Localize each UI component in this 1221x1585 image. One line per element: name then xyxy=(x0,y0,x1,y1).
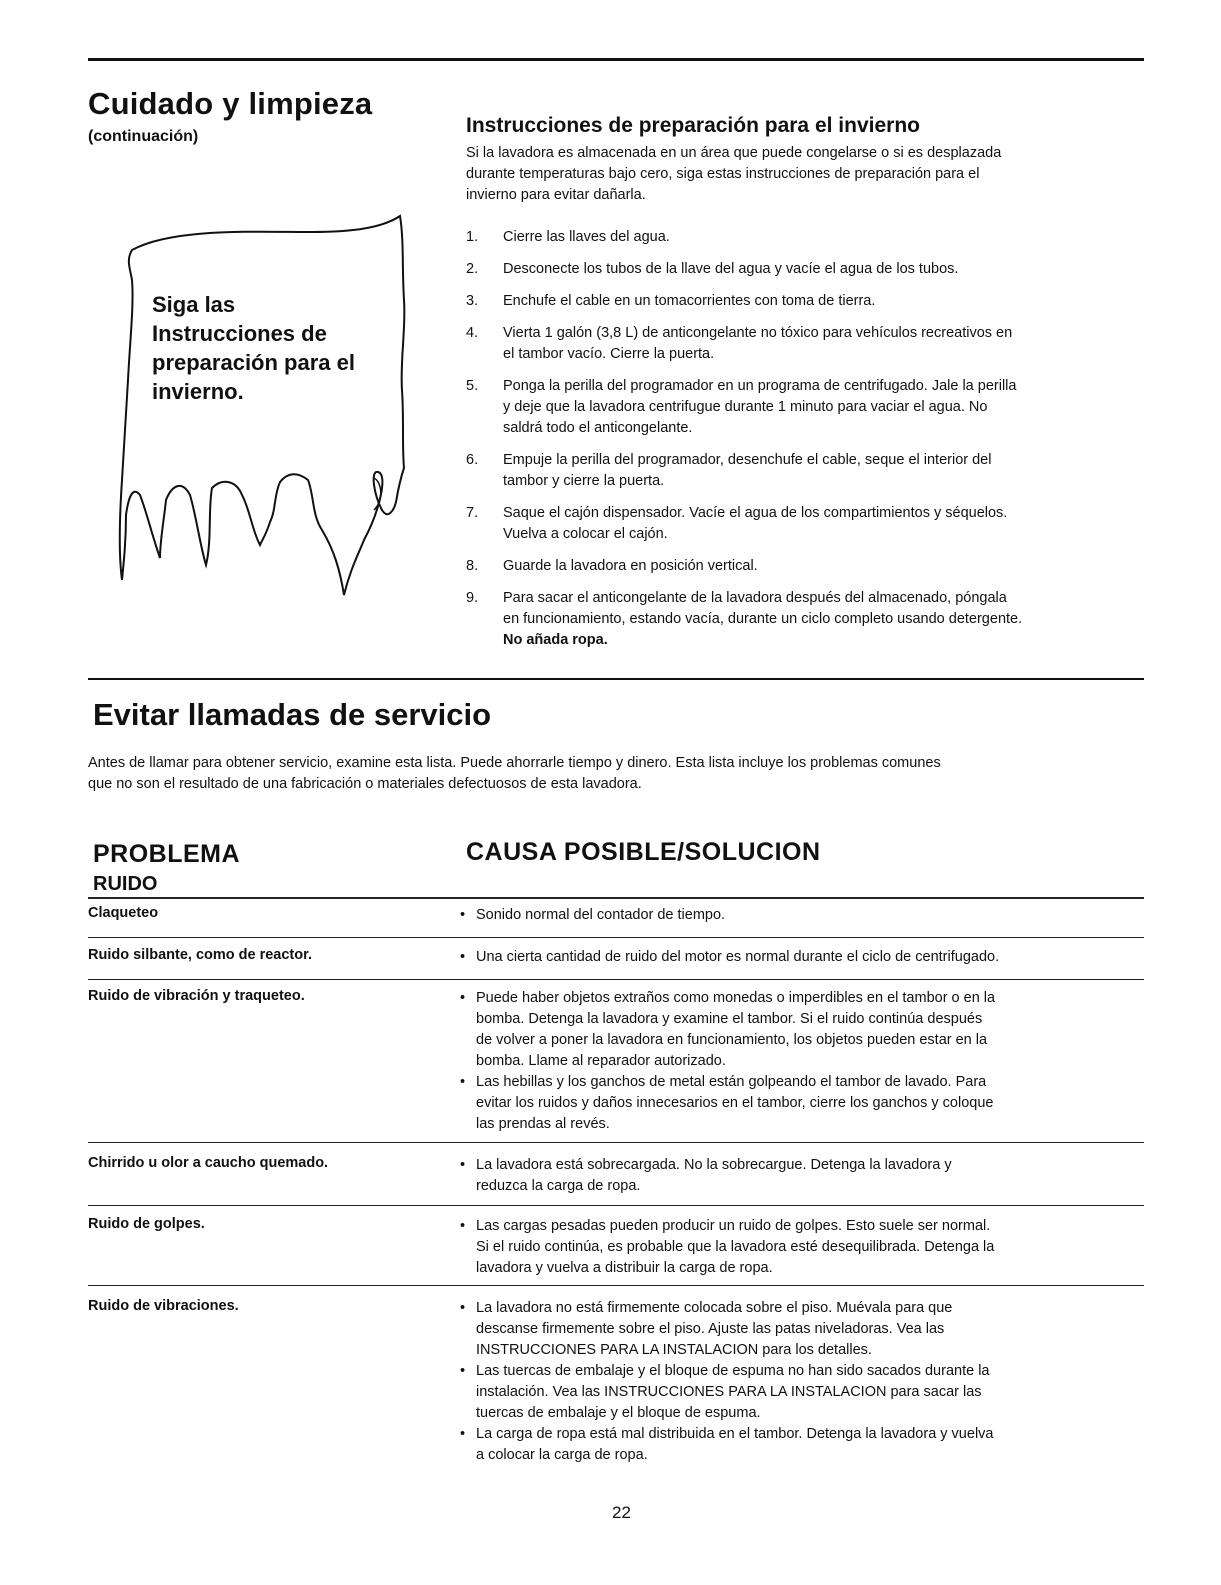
step-text: Enchufe el cable en un tomacorrientes con toma de tierra. xyxy=(503,293,876,309)
sign-line: invierno. xyxy=(152,379,244,404)
sign-line: Instrucciones de xyxy=(152,321,327,346)
sign-text xyxy=(152,290,402,406)
step-item xyxy=(466,503,1146,545)
cause-text: lavadora y vuelva a distribuir la carga de ropa. xyxy=(476,1260,773,1276)
step-text: Saque el cajón dispensador. Vacíe el agua de los compartimientos y séquelos. xyxy=(503,505,1008,521)
table-rule xyxy=(88,979,1144,980)
cause-list xyxy=(456,947,1146,968)
bullet-icon: • xyxy=(460,1157,466,1173)
problem-label: Ruido silbante, como de reactor. xyxy=(88,947,312,963)
step-item xyxy=(466,450,1146,492)
bullet-icon: • xyxy=(460,1074,466,1090)
cause-item xyxy=(456,1424,1146,1466)
cause-text: las prendas al revés. xyxy=(476,1116,610,1132)
step-text: Vierta 1 galón (3,8 L) de anticongelante no tóxico para vehículos recreativos en xyxy=(503,325,1013,341)
step-item xyxy=(466,588,1146,651)
step-text: Cierre las llaves del agua. xyxy=(503,229,670,245)
top-rule xyxy=(88,58,1144,61)
step-text: Empuje la perilla del programador, desenchufe el cable, seque el interior del xyxy=(503,452,992,468)
step-text: Para sacar el anticongelante de la lavadora después del almacenado, póngala xyxy=(503,590,1007,606)
step-number: 6. xyxy=(466,452,479,468)
bullet-icon: • xyxy=(460,1300,466,1316)
winter-section-title: Instrucciones de preparación para el invierno xyxy=(466,114,920,137)
cause-list xyxy=(456,1298,1146,1466)
service-title: Evitar llamadas de servicio xyxy=(93,697,492,732)
problem-label: Ruido de vibración y traqueteo. xyxy=(88,988,305,1004)
intro-line: durante temperaturas bajo cero, siga estas instrucciones de preparación para el xyxy=(466,166,980,182)
cause-item xyxy=(456,1216,1146,1279)
problem-label: Ruido de vibraciones. xyxy=(88,1298,239,1314)
intro-line: que no son el resultado de una fabricación o materiales defectuosos de esta lavadora. xyxy=(88,776,642,792)
problem-column-header: PROBLEMA xyxy=(93,840,241,868)
cause-item xyxy=(456,1361,1146,1424)
step-item xyxy=(466,259,1146,280)
step-text: en funcionamiento, estando vacía, durante un ciclo completo usando detergente. xyxy=(503,611,1023,627)
cause-text: evitar los ruidos y daños innecesarios en el tambor, cierre los ganchos y coloque xyxy=(476,1095,994,1111)
cause-list xyxy=(456,988,1146,1135)
cause-text: a colocar la carga de ropa. xyxy=(476,1447,648,1463)
cause-list xyxy=(456,1155,1146,1197)
cause-text: Las cargas pesadas pueden producir un ruido de golpes. Esto suele ser normal. xyxy=(476,1218,991,1234)
page-number: 22 xyxy=(612,1503,631,1522)
icicle-sign xyxy=(112,210,412,610)
table-rule xyxy=(88,1205,1144,1206)
category-heading: RUIDO xyxy=(93,873,158,895)
bullet-icon: • xyxy=(460,949,466,965)
problem-label: Claqueteo xyxy=(88,905,159,921)
intro-line: Si la lavadora es almacenada en un área que puede congelarse o si es desplazada xyxy=(466,145,1002,161)
cause-text: reduzca la carga de ropa. xyxy=(476,1178,641,1194)
cause-text: tuercas de embalaje y el bloque de espuma. xyxy=(476,1405,761,1421)
bullet-icon: • xyxy=(460,990,466,1006)
cause-item xyxy=(456,947,1146,968)
step-text: tambor y cierre la puerta. xyxy=(503,473,665,489)
cause-text: Las tuercas de embalaje y el bloque de espuma no han sido sacados durante la xyxy=(476,1363,990,1379)
section-rule xyxy=(88,678,1144,680)
cause-column-header: CAUSA POSIBLE/SOLUCION xyxy=(466,838,821,866)
table-rule xyxy=(88,1142,1144,1143)
step-text: Ponga la perilla del programador en un programa de centrifugado. Jale la perilla xyxy=(503,378,1017,394)
bullet-icon: • xyxy=(460,1426,466,1442)
cause-text: bomba. Llame al reparador autorizado. xyxy=(476,1053,726,1069)
problem-label: Ruido de golpes. xyxy=(88,1216,205,1232)
step-number: 2. xyxy=(466,261,479,277)
step-number: 7. xyxy=(466,505,479,521)
step-text: Guarde la lavadora en posición vertical. xyxy=(503,558,758,574)
step-number: 4. xyxy=(466,325,479,341)
cause-item xyxy=(456,1298,1146,1361)
cause-text: Las hebillas y los ganchos de metal están golpeando el tambor de lavado. Para xyxy=(476,1074,987,1090)
cause-text: La lavadora no está firmemente colocada sobre el piso. Muévala para que xyxy=(476,1300,953,1316)
bullet-icon: • xyxy=(460,1218,466,1234)
cause-text: Una cierta cantidad de ruido del motor es normal durante el ciclo de centrifugado. xyxy=(476,949,1000,965)
step-item xyxy=(466,291,1146,312)
cause-list xyxy=(456,1216,1146,1279)
step-item xyxy=(466,556,1146,577)
step-number: 3. xyxy=(466,293,479,309)
step-bold-note: No añada ropa. xyxy=(503,632,608,648)
sign-line: preparación para el xyxy=(152,350,355,375)
cause-item xyxy=(456,905,1146,926)
cause-text: descanse firmemente sobre el piso. Ajuste las patas niveladoras. Vea las xyxy=(476,1321,945,1337)
step-number: 5. xyxy=(466,378,479,394)
cause-text: Sonido normal del contador de tiempo. xyxy=(476,907,726,923)
cause-text: La lavadora está sobrecargada. No la sobrecargue. Detenga la lavadora y xyxy=(476,1157,952,1173)
problem-label: Chirrido u olor a caucho quemado. xyxy=(88,1155,329,1171)
step-text: saldrá todo el anticongelante. xyxy=(503,420,693,436)
step-number: 9. xyxy=(466,590,479,606)
step-item xyxy=(466,323,1146,365)
icicle-sign-icon xyxy=(112,210,412,610)
intro-line: invierno para evitar dañarla. xyxy=(466,187,646,203)
step-number: 1. xyxy=(466,229,479,245)
table-rule xyxy=(88,1285,1144,1286)
bullet-icon: • xyxy=(460,907,466,923)
cause-item xyxy=(456,988,1146,1072)
intro-line: Antes de llamar para obtener servicio, examine esta lista. Puede ahorrarle tiempo y dinero. Esta lista incluye los problemas comunes xyxy=(88,755,941,771)
sign-line: Siga las xyxy=(152,292,236,317)
step-item xyxy=(466,227,1146,248)
cause-text: instalación. Vea las INSTRUCCIONES PARA LA INSTALACION para sacar las xyxy=(476,1384,982,1400)
table-rule xyxy=(88,937,1144,938)
cause-text: bomba. Detenga la lavadora y examine el tambor. Si el ruido continúa después xyxy=(476,1011,983,1027)
cause-text: INSTRUCCIONES PARA LA INSTALACION para los detalles. xyxy=(476,1342,872,1358)
step-text: y deje que la lavadora centrifugue durante 1 minuto para vaciar el agua. No xyxy=(503,399,988,415)
step-number: 8. xyxy=(466,558,479,574)
cause-text: de volver a poner la lavadora en funcionamiento, los objetos pueden estar en la xyxy=(476,1032,988,1048)
cause-item xyxy=(456,1155,1146,1197)
cause-text: Si el ruido continúa, es probable que la lavadora esté desequilibrada. Detenga la xyxy=(476,1239,995,1255)
page-title: Cuidado y limpieza xyxy=(88,86,373,121)
cause-text: Puede haber objetos extraños como monedas o imperdibles en el tambor o en la xyxy=(476,990,996,1006)
table-rule xyxy=(88,897,1144,899)
cause-item xyxy=(456,1072,1146,1135)
bullet-icon: • xyxy=(460,1363,466,1379)
winter-steps xyxy=(466,227,1146,651)
step-text: el tambor vacío. Cierre la puerta. xyxy=(503,346,715,362)
cause-list xyxy=(456,905,1146,926)
step-item xyxy=(466,376,1146,439)
step-text: Desconecte los tubos de la llave del agua y vacíe el agua de los tubos. xyxy=(503,261,959,277)
page-subtitle: (continuación) xyxy=(88,128,199,145)
service-intro xyxy=(88,753,1148,795)
step-text: Vuelva a colocar el cajón. xyxy=(503,526,668,542)
cause-text: La carga de ropa está mal distribuida en el tambor. Detenga la lavadora y vuelva xyxy=(476,1426,994,1442)
winter-intro xyxy=(466,143,1146,206)
